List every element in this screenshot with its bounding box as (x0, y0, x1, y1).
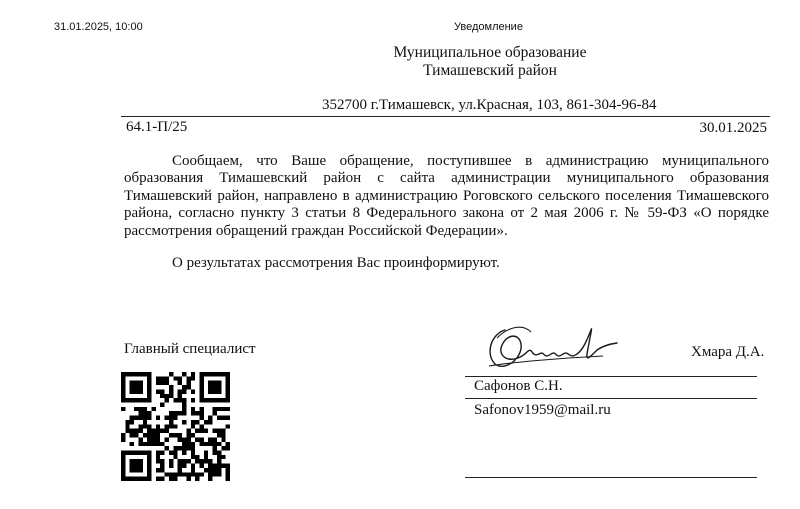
print-datetime: 31.01.2025, 10:00 (54, 21, 143, 33)
signatory-position: Главный специалист (124, 341, 256, 357)
organization-name-line2: Тимашевский район (423, 62, 557, 79)
executor-top-rule (465, 376, 757, 377)
header-divider (121, 116, 770, 117)
organization-name-line1: Муниципальное образование (393, 44, 587, 61)
executor-name: Сафонов С.Н. (474, 378, 563, 394)
signer-name: Хмара Д.А. (691, 344, 765, 360)
executor-email: Safonov1959@mail.ru (474, 402, 611, 418)
qr-code-icon (121, 372, 230, 481)
executor-bottom-rule (465, 477, 757, 478)
handwritten-signature (483, 320, 623, 372)
letter-body: Сообщаем, что Ваше обращение, поступившее в администрацию муниципального образования Тимашевский район с сайта администрации муниципального образования Тимашевский район, направлено в администрацию Роговского сельского поселения Тимашевского района, согласно пункту 3 статьи 8 Федерального закона от 2 мая 2006 г. № 59-ФЗ «О порядке рассмотрения обращений граждан Российской Федерации». (124, 153, 769, 239)
registration-date: 30.01.2025 (699, 120, 767, 136)
organization-address: 352700 г.Тимашевск, ул.Красная, 103, 861-304-96-84 (322, 97, 657, 113)
print-title: Уведомление (454, 21, 523, 33)
executor-mid-rule (465, 398, 757, 399)
registration-number: 64.1-П/25 (126, 119, 188, 135)
closing-sentence: О результатах рассмотрения Вас проинформируют. (172, 255, 500, 271)
